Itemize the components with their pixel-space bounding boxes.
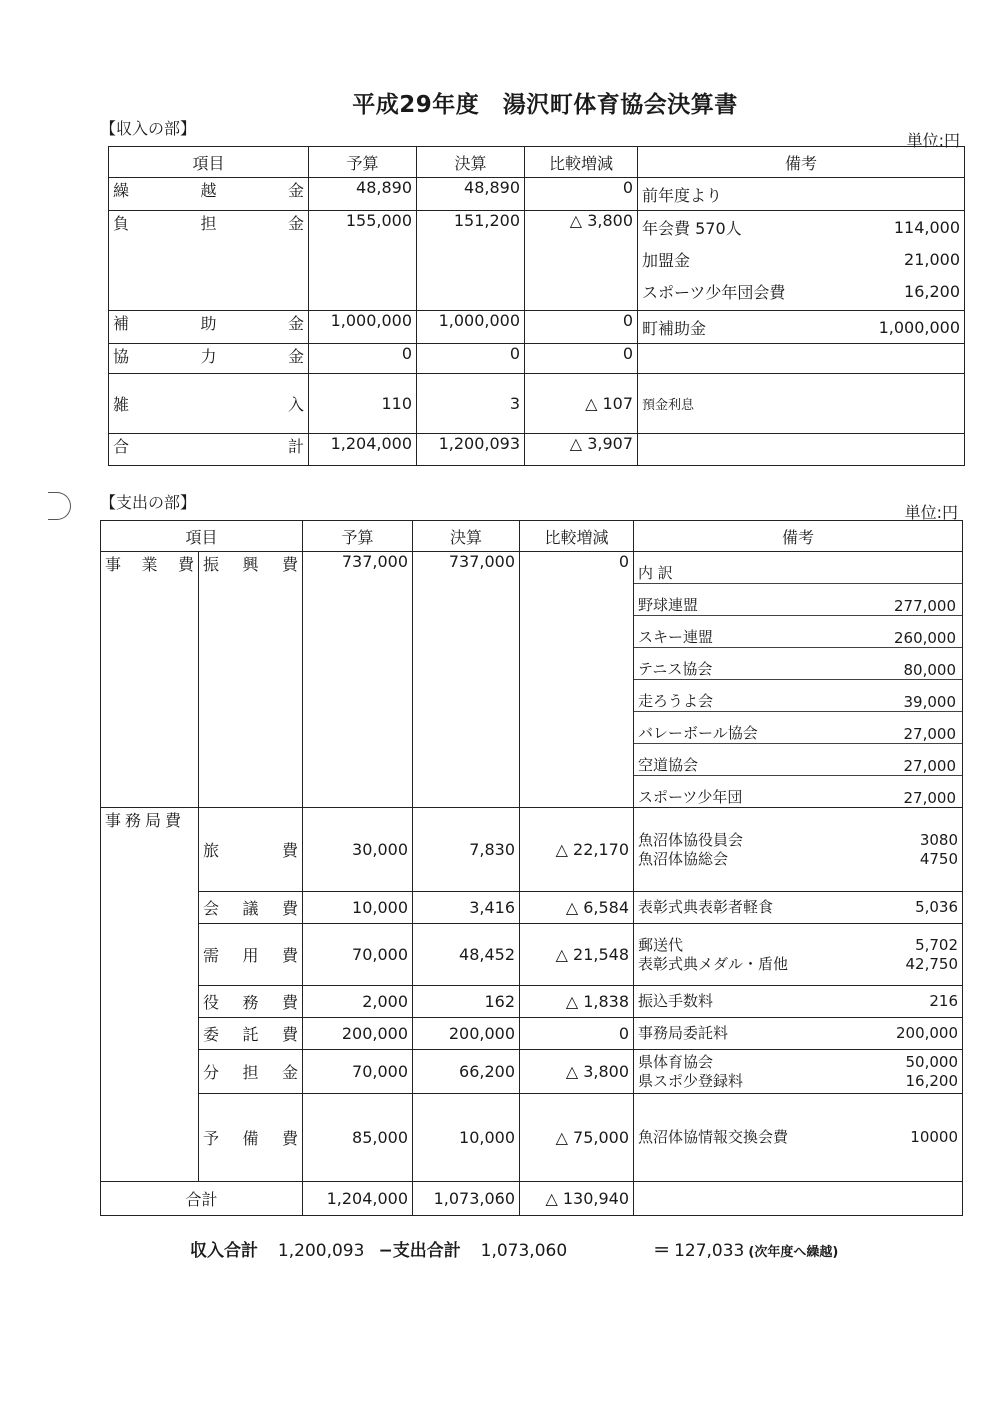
actual-cell: 66,200 xyxy=(413,1050,520,1094)
item-cell xyxy=(199,808,303,892)
note-label: 魚沼体協情報交換会費 xyxy=(638,1128,789,1146)
item-char: 備 xyxy=(242,1129,259,1148)
item-label xyxy=(113,344,304,367)
note-label: 走ろうよ会 xyxy=(634,680,798,712)
income-row xyxy=(109,374,965,434)
note-label: 郵送代 xyxy=(638,935,684,954)
note-label: 空道協会 xyxy=(634,744,798,776)
item-char: 金 xyxy=(282,1063,299,1082)
summary-balance-note: (次年度へ繰越) xyxy=(748,1245,839,1260)
item-char: 担 xyxy=(200,214,217,233)
breakdown-row xyxy=(634,616,962,648)
header-item: 項目 xyxy=(101,521,303,552)
item-label xyxy=(203,1126,298,1149)
diff-cell: 0 xyxy=(525,311,638,344)
item-char: 担 xyxy=(242,1063,259,1082)
item-char: 金 xyxy=(287,347,304,366)
item-char: 予 xyxy=(203,1129,220,1148)
income-row xyxy=(109,178,965,211)
note-amount: 21,000 xyxy=(904,249,960,269)
item-char: 費 xyxy=(177,555,194,574)
item-label xyxy=(203,552,298,575)
actual-cell: 3,416 xyxy=(413,892,520,924)
income-section-label: 【収入の部】 xyxy=(100,119,197,138)
notes-cell xyxy=(638,211,965,311)
item-char: 費 xyxy=(282,899,299,918)
item-label xyxy=(113,392,304,415)
diff-cell: △ 3,800 xyxy=(525,211,638,311)
item-char: 務 xyxy=(242,993,259,1012)
item-label xyxy=(203,838,298,861)
item-cell xyxy=(109,374,309,434)
notes-cell xyxy=(638,374,965,434)
income-row xyxy=(109,311,965,344)
note-label: 預金利息 xyxy=(642,398,695,413)
item-label xyxy=(203,896,298,919)
note-line xyxy=(642,211,960,243)
note-amount: 27,000 xyxy=(798,712,962,744)
note-label: 魚沼体協総会 xyxy=(638,849,729,868)
breakdown-header xyxy=(634,552,962,584)
header-budget: 予算 xyxy=(303,521,413,552)
expense-row-office xyxy=(101,892,963,924)
note-label: 表彰式典メダル・盾他 xyxy=(638,954,789,973)
expense-table xyxy=(100,520,963,1216)
budget-cell: 2,000 xyxy=(303,986,413,1018)
budget-cell: 70,000 xyxy=(303,1050,413,1094)
item-label xyxy=(203,943,298,966)
item-char: 費 xyxy=(281,841,298,860)
diff-cell: △ 1,838 xyxy=(520,986,634,1018)
budget-cell: 30,000 xyxy=(303,808,413,892)
item-char: 需 xyxy=(203,946,220,965)
item-char: 振 xyxy=(203,555,220,574)
item-char: 入 xyxy=(287,395,304,414)
note-label: 県体育協会 xyxy=(638,1052,714,1071)
note-amount: 10000 xyxy=(910,1128,959,1146)
note-amount: 3080 xyxy=(919,830,959,849)
expense-header-row xyxy=(101,521,963,552)
note-amount: 16,200 xyxy=(904,281,960,301)
diff-cell: 0 xyxy=(520,552,634,808)
notes-cell xyxy=(638,178,965,211)
item-char: 用 xyxy=(242,946,259,965)
item-cell xyxy=(109,211,309,311)
diff-cell: △ 75,000 xyxy=(520,1094,634,1182)
total-budget: 1,204,000 xyxy=(303,1182,413,1216)
summary-income-label: 収入合計 xyxy=(190,1241,258,1261)
item-cell xyxy=(199,1018,303,1050)
notes-cell xyxy=(634,892,963,924)
notes-cell xyxy=(634,1094,963,1182)
diff-cell: 0 xyxy=(525,178,638,211)
note-amount: 42,750 xyxy=(905,954,959,973)
note-line xyxy=(642,178,960,210)
summary-income-value: 1,200,093 xyxy=(277,1241,365,1261)
item-char: 補 xyxy=(113,314,130,333)
item-char: 越 xyxy=(200,181,217,200)
item-char: 助 xyxy=(200,314,217,333)
budget-cell: 155,000 xyxy=(309,211,417,311)
notes-cell xyxy=(634,1050,963,1094)
notes-cell xyxy=(634,808,963,892)
office-category-cell: 事務局費 xyxy=(101,808,199,1182)
header-notes: 備考 xyxy=(634,521,963,552)
note-line xyxy=(638,850,958,869)
sub-item-cell xyxy=(199,552,303,808)
expense-row-office xyxy=(101,986,963,1018)
summary-expense-value: 1,073,060 xyxy=(480,1241,568,1261)
note-label: テニス協会 xyxy=(634,648,798,680)
diff-cell: △ 21,548 xyxy=(520,924,634,986)
item-char: 計 xyxy=(287,437,304,456)
header-notes: 備考 xyxy=(638,147,965,178)
item-label xyxy=(113,311,304,334)
item-label xyxy=(113,434,304,457)
breakdown-row xyxy=(634,648,962,680)
income-row xyxy=(109,344,965,374)
note-label: 振込手数料 xyxy=(638,992,714,1010)
expense-unit-label: 単位:円 xyxy=(904,503,958,522)
expense-row-office xyxy=(101,808,963,892)
item-char: 議 xyxy=(242,899,259,918)
item-char: 費 xyxy=(282,1025,299,1044)
note-line xyxy=(638,1024,958,1043)
notes-cell xyxy=(638,311,965,344)
note-line xyxy=(638,831,958,850)
note-amount: 277,000 xyxy=(798,584,962,616)
actual-cell: 10,000 xyxy=(413,1094,520,1182)
budget-cell: 70,000 xyxy=(303,924,413,986)
budget-cell: 110 xyxy=(309,374,417,434)
item-label xyxy=(203,990,298,1013)
budget-cell: 1,204,000 xyxy=(309,434,417,466)
budget-cell: 48,890 xyxy=(309,178,417,211)
note-amount: 80,000 xyxy=(798,648,962,680)
expense-row-office xyxy=(101,1094,963,1182)
notes-cell xyxy=(634,1018,963,1050)
breakdown-row xyxy=(634,584,962,616)
hand-drawn-mark xyxy=(48,492,71,520)
income-row xyxy=(109,434,965,466)
note-label: スキー連盟 xyxy=(634,616,798,648)
note-label: 町補助金 xyxy=(642,318,707,338)
note-amount: 16,200 xyxy=(905,1071,959,1090)
diff-cell: △ 22,170 xyxy=(520,808,634,892)
item-char: 業 xyxy=(141,555,158,574)
item-label xyxy=(203,1022,298,1045)
item-char: 委 xyxy=(203,1025,220,1044)
item-char: 費 xyxy=(282,1129,299,1148)
expense-row-office xyxy=(101,924,963,986)
actual-cell: 48,890 xyxy=(417,178,525,211)
notes-cell xyxy=(638,344,965,374)
item-label xyxy=(105,552,194,575)
note-label: スポーツ少年団 xyxy=(638,788,743,806)
budget-cell: 10,000 xyxy=(303,892,413,924)
note-amount: 5,702 xyxy=(915,935,959,954)
item-char: 金 xyxy=(287,214,304,233)
note-amount: 4750 xyxy=(919,849,959,868)
diff-cell: △ 6,584 xyxy=(520,892,634,924)
actual-cell: 48,452 xyxy=(413,924,520,986)
diff-cell: △ 107 xyxy=(525,374,638,434)
note-label: 野球連盟 xyxy=(634,584,798,616)
item-cell xyxy=(109,178,309,211)
notes-cell xyxy=(634,986,963,1018)
note-line xyxy=(638,936,958,955)
note-label: 県スポ少登録料 xyxy=(638,1071,744,1090)
note-label: 加盟金 xyxy=(642,250,691,270)
item-cell xyxy=(199,924,303,986)
balance-summary xyxy=(190,1236,852,1261)
breakdown-title: 内 訳 xyxy=(634,552,962,584)
note-line xyxy=(638,898,958,917)
note-line xyxy=(642,311,960,343)
note-line xyxy=(638,1053,958,1072)
breakdown-row xyxy=(634,776,962,808)
header-actual: 決算 xyxy=(417,147,525,178)
item-char: 協 xyxy=(113,347,130,366)
item-char: 雑 xyxy=(113,395,130,414)
item-char: 費 xyxy=(282,946,299,965)
total-actual: 1,073,060 xyxy=(413,1182,520,1216)
note-line xyxy=(638,992,958,1011)
item-char: 役 xyxy=(203,993,220,1012)
summary-balance: 127,033 xyxy=(674,1241,745,1261)
note-label: 魚沼体協役員会 xyxy=(638,830,744,849)
note-amount: 200,000 xyxy=(895,1024,959,1042)
expense-section-label: 【支出の部】 xyxy=(100,493,197,512)
item-char: 分 xyxy=(203,1063,220,1082)
actual-cell: 151,200 xyxy=(417,211,525,311)
breakdown-row xyxy=(634,712,962,744)
note-label: 年会費 570人 xyxy=(642,218,742,238)
note-label: スポーツ少年団会費 xyxy=(642,282,786,302)
note-line xyxy=(642,388,960,420)
note-amount: 39,000 xyxy=(798,680,962,712)
item-cell xyxy=(109,311,309,344)
category-cell xyxy=(101,552,199,808)
header-diff: 比較増減 xyxy=(520,521,634,552)
item-char: 繰 xyxy=(113,181,130,200)
note-amount: 27,000 xyxy=(903,789,957,807)
item-cell xyxy=(199,1094,303,1182)
note-amount: 1,000,000 xyxy=(878,317,960,337)
note-line xyxy=(642,275,960,307)
item-char: 会 xyxy=(203,899,220,918)
notes-cell xyxy=(638,434,965,466)
note-amount: 50,000 xyxy=(905,1052,959,1071)
income-header-row xyxy=(109,147,965,178)
item-char: 託 xyxy=(242,1025,259,1044)
actual-cell: 1,000,000 xyxy=(417,311,525,344)
diff-cell: 0 xyxy=(520,1018,634,1050)
income-unit-label: 単位:円 xyxy=(906,131,960,150)
header-item: 項目 xyxy=(109,147,309,178)
item-char: 合 xyxy=(113,437,130,456)
total-diff: △ 130,940 xyxy=(520,1182,634,1216)
item-char: 費 xyxy=(282,555,299,574)
budget-cell: 737,000 xyxy=(303,552,413,808)
item-label xyxy=(113,178,304,201)
total-label: 合計 xyxy=(101,1182,303,1216)
total-notes-cell xyxy=(634,1182,963,1216)
expense-row-business xyxy=(101,552,963,808)
item-char: 負 xyxy=(113,214,130,233)
expense-total-row xyxy=(101,1182,963,1216)
actual-cell: 1,200,093 xyxy=(417,434,525,466)
notes-cell xyxy=(634,552,963,808)
note-line xyxy=(638,1128,958,1147)
header-actual: 決算 xyxy=(413,521,520,552)
budget-cell: 0 xyxy=(309,344,417,374)
item-label xyxy=(113,211,304,234)
actual-cell: 162 xyxy=(413,986,520,1018)
budget-cell: 200,000 xyxy=(303,1018,413,1050)
note-label: バレーボール協会 xyxy=(634,712,798,744)
budget-cell: 1,000,000 xyxy=(309,311,417,344)
actual-cell: 200,000 xyxy=(413,1018,520,1050)
summary-minus-label: −支出合計 xyxy=(378,1241,461,1261)
item-cell xyxy=(109,434,309,466)
diff-cell: △ 3,800 xyxy=(520,1050,634,1094)
item-char: 事 xyxy=(105,555,122,574)
budget-cell: 85,000 xyxy=(303,1094,413,1182)
note-line xyxy=(638,1072,958,1091)
item-cell xyxy=(199,1050,303,1094)
item-cell xyxy=(199,986,303,1018)
breakdown-row xyxy=(634,680,962,712)
note-amount: 27,000 xyxy=(798,744,962,776)
diff-cell: 0 xyxy=(525,344,638,374)
breakdown-table xyxy=(634,552,962,807)
income-table xyxy=(108,146,965,466)
item-char: 費 xyxy=(282,993,299,1012)
item-char: 金 xyxy=(287,181,304,200)
actual-cell: 7,830 xyxy=(413,808,520,892)
item-char: 旅 xyxy=(203,841,220,860)
note-label: 事務局委託料 xyxy=(638,1024,729,1042)
expense-row-office xyxy=(101,1018,963,1050)
actual-cell: 0 xyxy=(417,344,525,374)
note-amount: 114,000 xyxy=(893,217,960,237)
actual-cell: 3 xyxy=(417,374,525,434)
item-cell xyxy=(109,344,309,374)
header-diff: 比較増減 xyxy=(525,147,638,178)
note-amount: 260,000 xyxy=(798,616,962,648)
item-char: 力 xyxy=(200,347,217,366)
notes-cell xyxy=(634,924,963,986)
actual-cell: 737,000 xyxy=(413,552,520,808)
expense-row-office xyxy=(101,1050,963,1094)
item-char: 金 xyxy=(287,314,304,333)
note-label: 表彰式典表彰者軽食 xyxy=(638,898,774,916)
item-label xyxy=(203,1060,298,1083)
item-char: 興 xyxy=(242,555,259,574)
note-line xyxy=(642,243,960,275)
diff-cell: △ 3,907 xyxy=(525,434,638,466)
item-cell xyxy=(199,892,303,924)
note-amount: 216 xyxy=(929,992,959,1010)
summary-equals: ＝ xyxy=(653,1241,671,1261)
note-line xyxy=(638,955,958,974)
document-title: 平成29年度 湯沢町体育協会決算書 xyxy=(352,92,738,118)
header-budget: 予算 xyxy=(309,147,417,178)
note-label: 前年度より xyxy=(642,185,723,205)
breakdown-row xyxy=(634,744,962,776)
income-row xyxy=(109,211,965,311)
note-amount: 5,036 xyxy=(915,898,959,916)
